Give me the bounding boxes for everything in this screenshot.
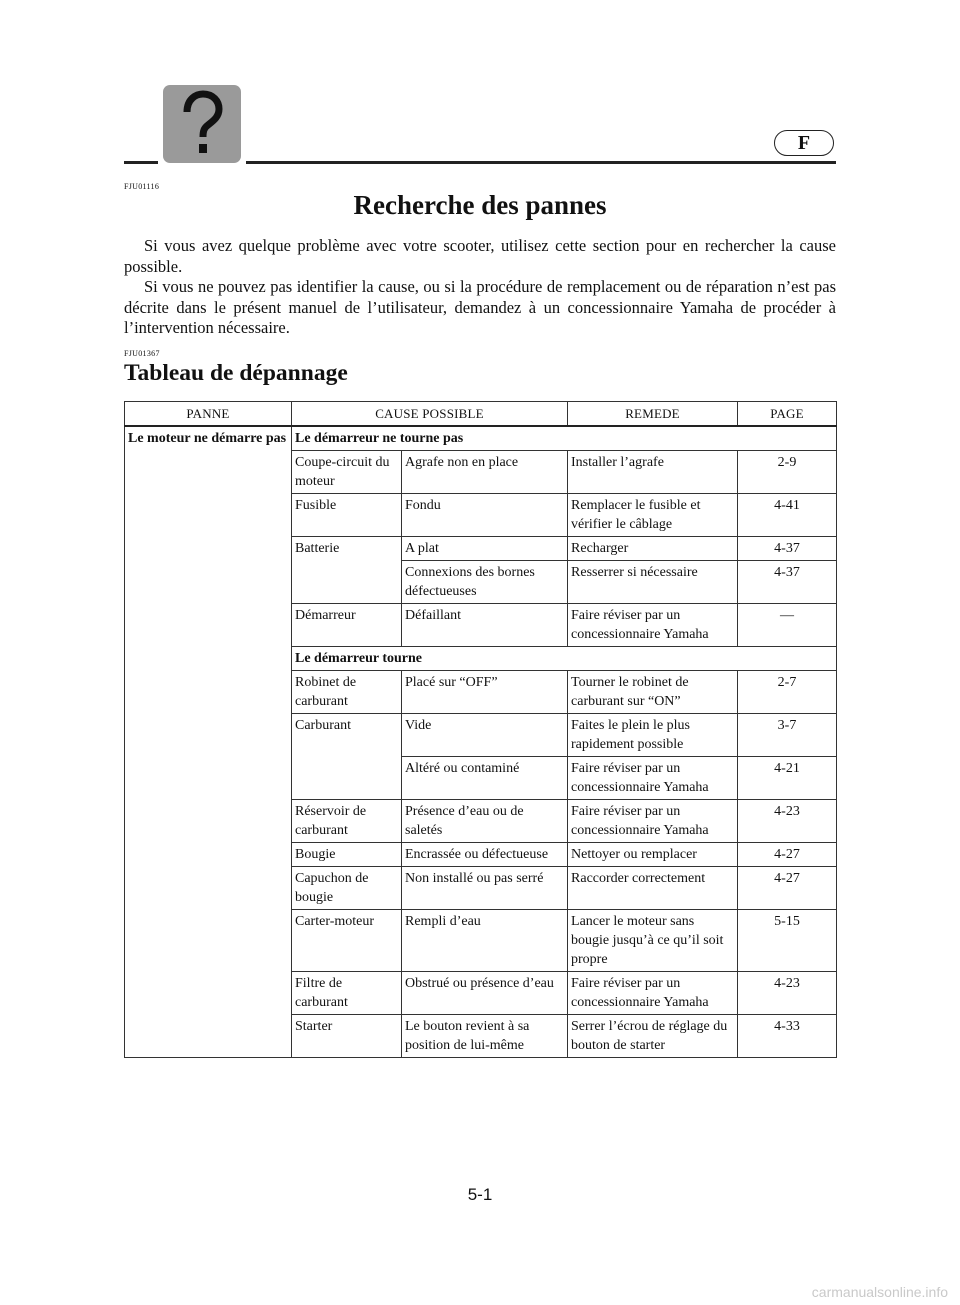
remedy-cell: Serrer l’écrou de réglage du bouton de starter bbox=[568, 1015, 738, 1058]
component-cell: Batterie bbox=[292, 537, 402, 604]
page-cell: 5-15 bbox=[738, 910, 837, 972]
remedy-cell: Recharger bbox=[568, 537, 738, 561]
page-cell: 4-41 bbox=[738, 494, 837, 537]
cause-cell: Rempli d’eau bbox=[402, 910, 568, 972]
page-cell: 4-27 bbox=[738, 867, 837, 910]
intro-text bbox=[124, 236, 836, 339]
cause-cell: Vide bbox=[402, 714, 568, 757]
remedy-cell: Faites le plein le plus rapidement possible bbox=[568, 714, 738, 757]
remedy-cell: Nettoyer ou remplacer bbox=[568, 843, 738, 867]
header-page: PAGE bbox=[738, 402, 837, 427]
section-code: FJU01367 bbox=[124, 349, 160, 358]
remedy-cell: Remplacer le fusible et vérifier le câblage bbox=[568, 494, 738, 537]
remedy-cell: Installer l’agrafe bbox=[568, 451, 738, 494]
component-cell: Coupe-circuit du moteur bbox=[292, 451, 402, 494]
component-cell: Robinet de carburant bbox=[292, 671, 402, 714]
cause-cell: Altéré ou contaminé bbox=[402, 757, 568, 800]
remedy-cell: Faire réviser par un concessionnaire Yamaha bbox=[568, 972, 738, 1015]
component-cell: Carburant bbox=[292, 714, 402, 800]
remedy-cell: Faire réviser par un concessionnaire Yamaha bbox=[568, 800, 738, 843]
component-cell: Carter-moteur bbox=[292, 910, 402, 972]
group-label: Le démarreur tourne bbox=[292, 647, 837, 671]
component-cell: Filtre de carburant bbox=[292, 972, 402, 1015]
watermark: carmanualsonline.info bbox=[811, 1284, 948, 1300]
cause-cell: Le bouton revient à sa position de lui-même bbox=[402, 1015, 568, 1058]
remedy-cell: Resserrer si nécessaire bbox=[568, 561, 738, 604]
page-cell: 2-7 bbox=[738, 671, 837, 714]
language-badge: F bbox=[774, 130, 834, 156]
cause-cell: Encrassée ou défectueuse bbox=[402, 843, 568, 867]
section-code: FJU01116 bbox=[124, 182, 160, 191]
header-remede: REMEDE bbox=[568, 402, 738, 427]
component-cell: Réservoir de carburant bbox=[292, 800, 402, 843]
component-cell: Starter bbox=[292, 1015, 402, 1058]
page-cell: 4-23 bbox=[738, 800, 837, 843]
remedy-cell: Tourner le robinet de carburant sur “ON” bbox=[568, 671, 738, 714]
page-cell: 4-37 bbox=[738, 561, 837, 604]
component-cell: Démarreur bbox=[292, 604, 402, 647]
group-label: Le démarreur ne tourne pas bbox=[292, 426, 837, 451]
component-cell: Fusible bbox=[292, 494, 402, 537]
page-cell: 3-7 bbox=[738, 714, 837, 757]
intro-paragraph: Si vous ne pouvez pas identifier la cause, ou si la procédure de remplacement ou de réparation n’est pas décrite dans le présent manuel de l’utilisateur, demandez à un concessionnaire Yamaha de procéder à l’intervention nécessaire. bbox=[124, 277, 836, 337]
page-cell: 4-37 bbox=[738, 537, 837, 561]
page-cell: 4-23 bbox=[738, 972, 837, 1015]
remedy-cell: Lancer le moteur sans bougie jusqu’à ce qu’il soit propre bbox=[568, 910, 738, 972]
cause-cell: Connexions des bornes défectueuses bbox=[402, 561, 568, 604]
page-cell: 4-21 bbox=[738, 757, 837, 800]
header-rule-right bbox=[246, 161, 836, 164]
remedy-cell: Faire réviser par un concessionnaire Yamaha bbox=[568, 604, 738, 647]
section-title: Tableau de dépannage bbox=[124, 360, 348, 386]
table-header-row bbox=[125, 402, 837, 427]
cause-cell: Défaillant bbox=[402, 604, 568, 647]
page-cell: — bbox=[738, 604, 837, 647]
header-panne: PANNE bbox=[125, 402, 292, 427]
cause-cell: Placé sur “OFF” bbox=[402, 671, 568, 714]
component-cell: Bougie bbox=[292, 843, 402, 867]
page-cell: 2-9 bbox=[738, 451, 837, 494]
question-mark-icon bbox=[163, 85, 241, 163]
cause-cell: A plat bbox=[402, 537, 568, 561]
header-cause: CAUSE POSSIBLE bbox=[292, 402, 568, 427]
troubleshooting-table bbox=[124, 401, 837, 1058]
cause-cell: Non installé ou pas serré bbox=[402, 867, 568, 910]
group-row bbox=[125, 426, 837, 451]
panne-cell: Le moteur ne démarre pas bbox=[125, 426, 292, 1058]
page-number: 5-1 bbox=[467, 1185, 493, 1204]
table-body bbox=[125, 426, 837, 1058]
cause-cell: Fondu bbox=[402, 494, 568, 537]
page-cell: 4-33 bbox=[738, 1015, 837, 1058]
header-rule-left bbox=[124, 161, 158, 164]
cause-cell: Présence d’eau ou de saletés bbox=[402, 800, 568, 843]
remedy-cell: Raccorder correctement bbox=[568, 867, 738, 910]
remedy-cell: Faire réviser par un concessionnaire Yamaha bbox=[568, 757, 738, 800]
component-cell: Capuchon de bougie bbox=[292, 867, 402, 910]
cause-cell: Obstrué ou présence d’eau bbox=[402, 972, 568, 1015]
page-title: Recherche des pannes bbox=[353, 190, 607, 220]
intro-paragraph: Si vous avez quelque problème avec votre scooter, utilisez cette section pour en rechercher la cause possible. bbox=[124, 236, 836, 276]
cause-cell: Agrafe non en place bbox=[402, 451, 568, 494]
page-cell: 4-27 bbox=[738, 843, 837, 867]
